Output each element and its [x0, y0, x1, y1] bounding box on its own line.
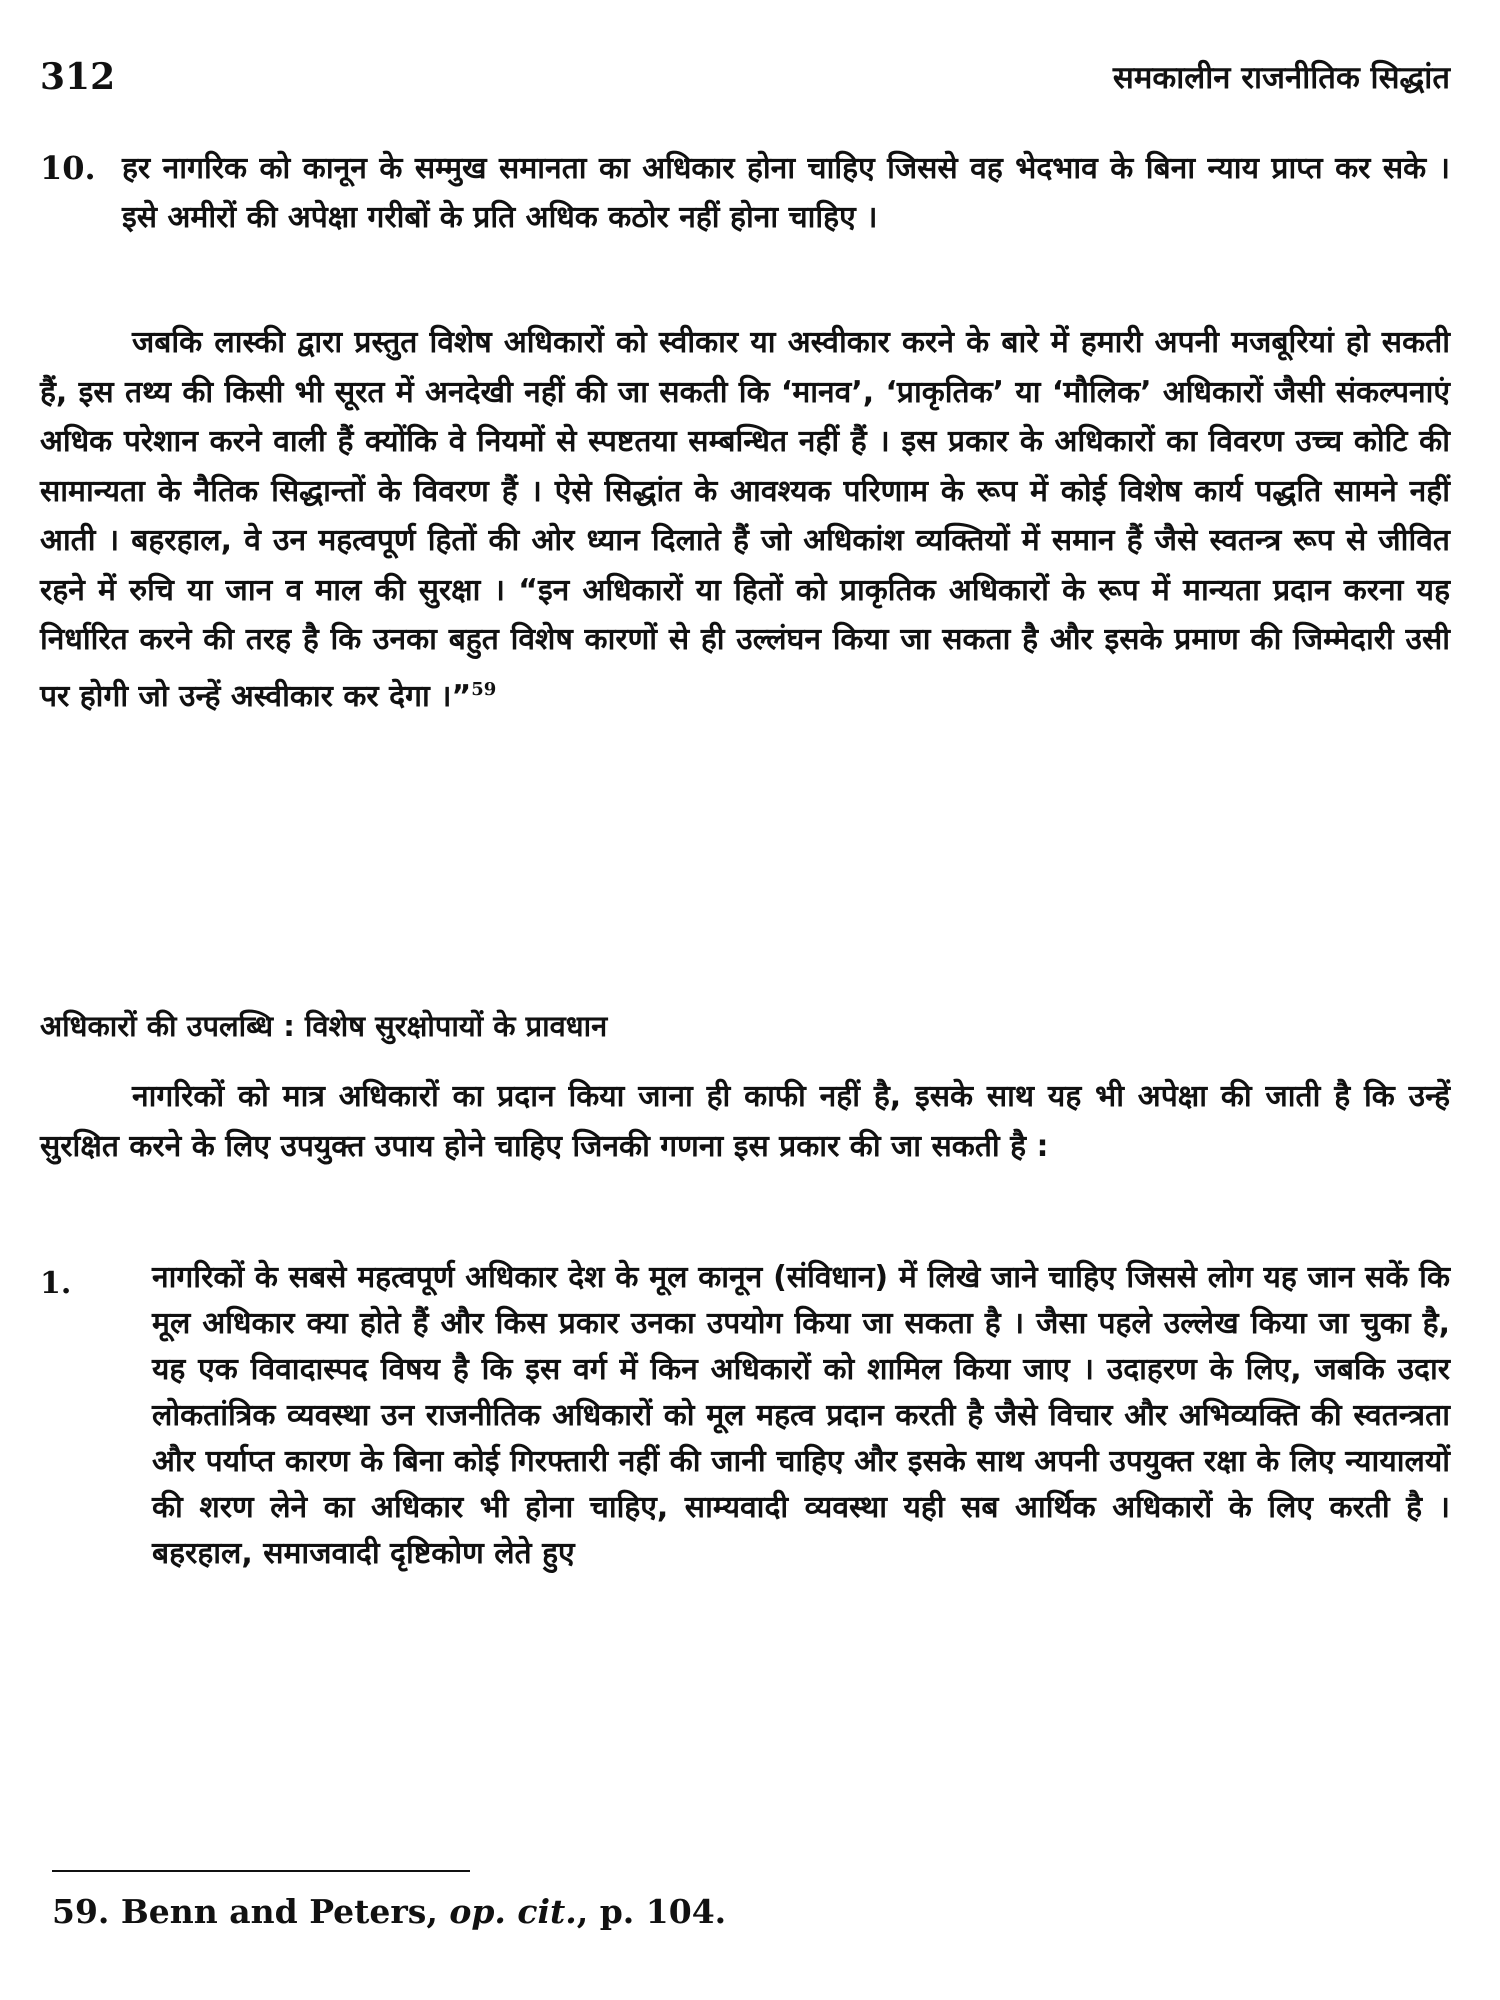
page-header	[40, 50, 1460, 110]
footnote-rest: , p. 104.	[576, 1892, 727, 1931]
list-item-number: 10.	[40, 149, 96, 187]
footnote	[52, 1892, 726, 1931]
list-item-text: हर नागरिक को कानून के सम्मुख समानता का अधिकार होना चाहिए जिससे वह भेदभाव के बिना न्याय प्राप्त कर सके । इसे अमीरों की अपेक्षा गरीबों के प्रति अधिक कठोर नहीं होना चाहिए ।	[122, 151, 1450, 235]
list-item-1	[40, 1255, 1450, 1577]
book-page	[40, 50, 1460, 1950]
body-paragraph-laski	[40, 318, 1450, 721]
body-paragraph-safeguards: नागरिकों को मात्र अधिकारों का प्रदान किया जाना ही काफी नहीं है, इसके साथ यह भी अपेक्षा की जाती है कि उन्हें सुरक्षित करने के लिए उपयुक्त उपाय होने चाहिए जिनकी गणना इस प्रकार की जा सकती है :	[40, 1079, 1450, 1164]
footnote-lead: 59. Benn and Peters,	[52, 1892, 450, 1931]
list-item-text: नागरिकों के सबसे महत्वपूर्ण अधिकार देश के मूल कानून (संविधान) में लिखे जाने चाहिए जिससे लोग यह जान सकें कि मूल अधिकार क्या होते हैं और किस प्रकार उनका उपयोग किया जा सकता है । जैसा पहले उल्लेख किया जा चुका है, यह एक विवादास्पद विषय है कि इस वर्ग में किन अधिकारों को शामिल किया जाए । उदाहरण के लिए, जबकि उदार लोकतांत्रिक व्यवस्था उन राजनीतिक अधिकारों को मूल महत्व प्रदान करती है जैसे विचार और अभिव्यक्ति की स्वतन्त्रता और पर्याप्त कारण के बिना कोई गिरफ्तारी नहीं की जानी चाहिए और इसके साथ अपनी उपयुक्त रक्षा के लिए न्यायालयों की शरण लेने का अधिकार भी होना चाहिए, साम्यवादी व्यवस्था यही सब आर्थिक अधिकारों के लिए करती है । बहरहाल, समाजवादी दृष्टिकोण लेते हुए	[152, 1260, 1450, 1571]
page-number: 312	[40, 56, 116, 98]
footnote-italic: op. cit.	[449, 1892, 577, 1931]
footnote-divider	[52, 1870, 470, 1872]
paragraph-text: जबकि लास्की द्वारा प्रस्तुत विशेष अधिकारों को स्वीकार या अस्वीकार करने के बारे में हमारी अपनी मजबूरियां हो सकती हैं, इस तथ्य की किसी भी सूरत में अनदेखी नहीं की जा सकती कि ‘मानव’, ‘प्राकृतिक’ या ‘मौलिक’ अधिकारों जैसी संकल्पनाएं अधिक परेशान करने वाली हैं क्योंकि वे नियमों से स्पष्टतया सम्बन्धित नहीं हैं । इस प्रकार के अधिकारों का विवरण उच्च कोटि की सामान्यता के नैतिक सिद्धान्तों के विवरण हैं । ऐसे सिद्धांत के आवश्यक परिणाम के रूप में कोई विशेष कार्य पद्धति सामने नहीं आती । बहरहाल, वे उन महत्वपूर्ण हितों की ओर ध्यान दिलाते हैं जो अधिकांश व्यक्तियों में समान हैं जैसे स्वतन्त्र रूप से जीवित रहने में रुचि या जान व माल की सुरक्षा । “इन अधिकारों या हितों को प्राकृतिक अधिकारों के रूप में मान्यता प्रदान करना यह निर्धारित करने की तरह है कि उनका बहुत विशेष कारणों से ही उल्लंघन किया जा सकता है और इसके प्रमाण की जिम्मेदारी उसी पर होगी जो उन्हें अस्वीकार कर देगा ।”	[40, 325, 1450, 714]
section-heading: अधिकारों की उपलब्धि : विशेष सुरक्षोपायों के प्रावधान	[40, 1009, 608, 1043]
list-item-10	[40, 144, 1450, 242]
running-title: समकालीन राजनीतिक सिद्धांत	[1112, 60, 1450, 96]
list-item-number: 1.	[40, 1266, 72, 1301]
footnote-reference: 59	[471, 678, 497, 700]
